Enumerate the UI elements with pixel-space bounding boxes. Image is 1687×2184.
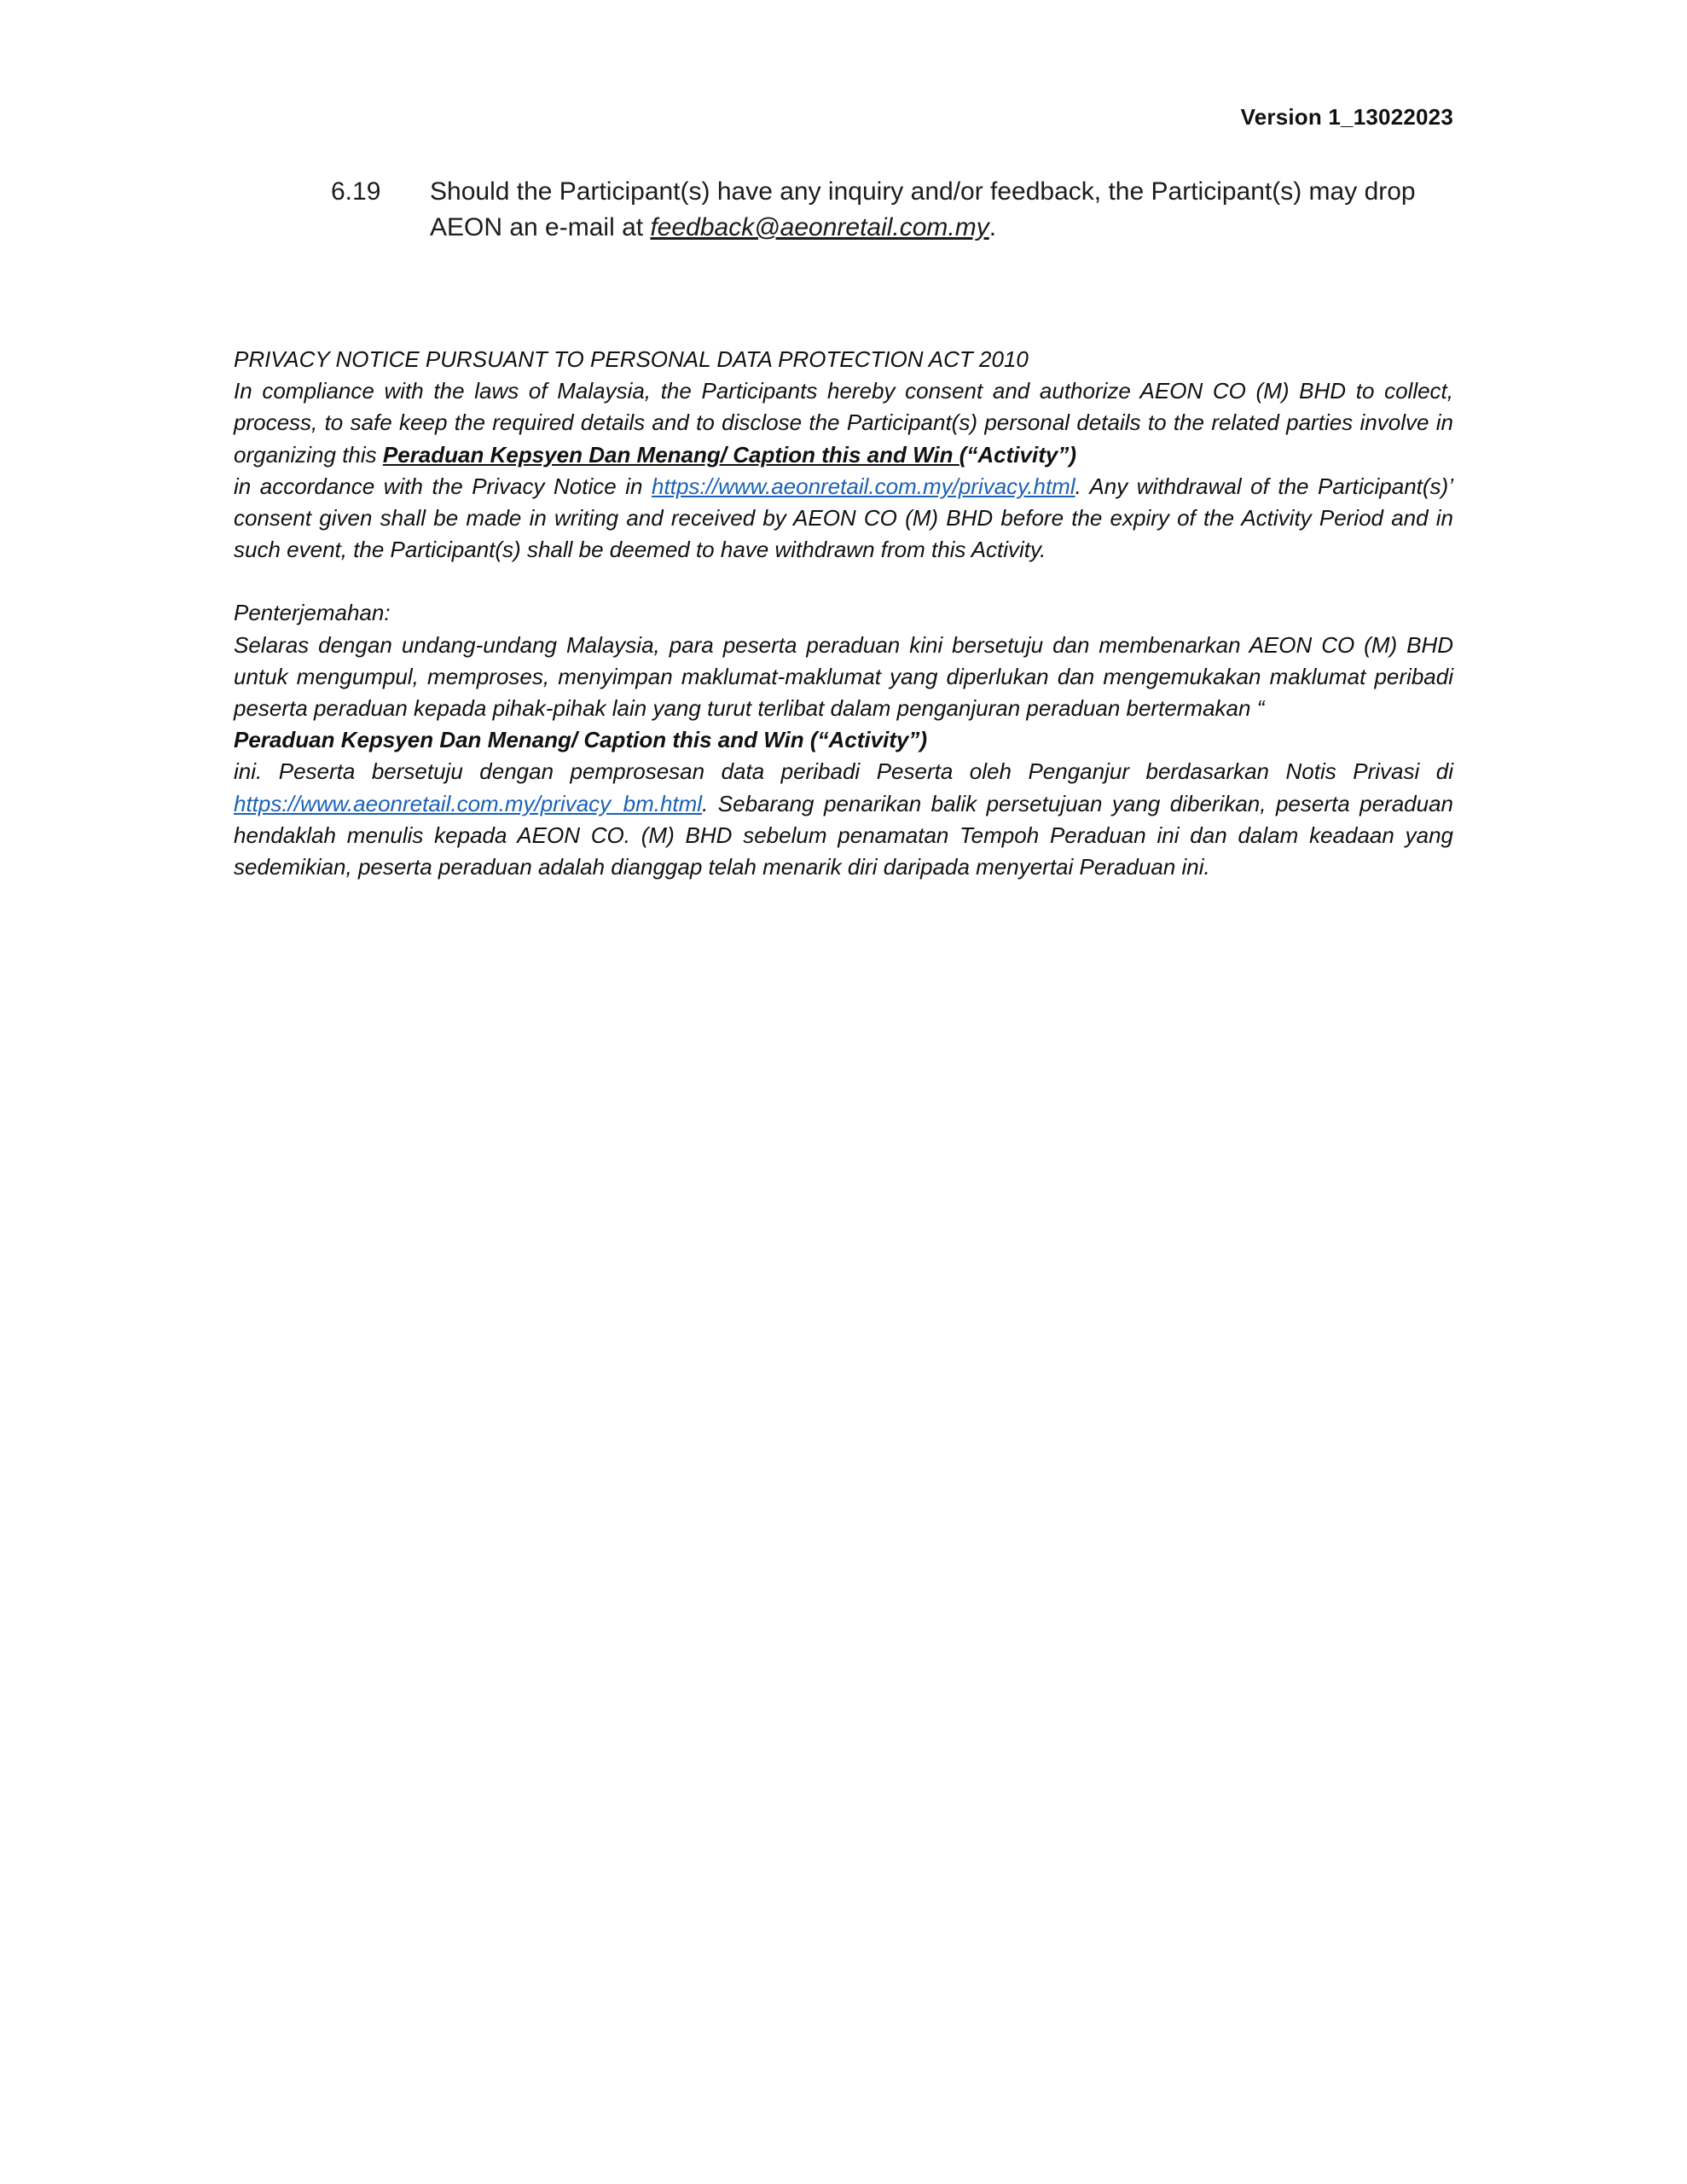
privacy-notice-heading: PRIVACY NOTICE PURSUANT TO PERSONAL DATA PROTECTION ACT 2010 bbox=[234, 346, 1029, 372]
activity-name: Peraduan Kepsyen Dan Menang/ Caption this and Win bbox=[382, 441, 959, 468]
clause-text-after: . bbox=[988, 213, 997, 241]
translation-activity-title: Peraduan Kepsyen Dan Menang/ Caption this and Win (“Activity”) bbox=[234, 727, 928, 753]
clause-text-before: Should the Participant(s) have any inquiry and/or feedback, the Participant(s) may drop AEON an e-mail at bbox=[430, 177, 1416, 241]
translation-text-1: Selaras dengan undang-undang Malaysia, para peserta peraduan kini bersetuju dan membenarkan AEON CO (M) BHD untuk mengumpul, memproses, menyimpan maklumat-maklumat yang diperlukan dan mengemukakan maklumat peribadi peserta peraduan kepada pihak-pihak lain yang turut terlibat dalam penganjuran peraduan bertermakan “ bbox=[234, 631, 1453, 722]
privacy-notice-text-3: . Any withdrawal of the Participant(s)’ consent given shall be made in writing and received by AEON CO (M) BHD before the expiry of the Activity Period and in such event, the Participant(s) shall be deemed to have withdrawn from this Activity. bbox=[234, 473, 1453, 563]
clause-text bbox=[430, 174, 1445, 246]
privacy-notice-section bbox=[234, 344, 1453, 883]
translation-paragraph-2 bbox=[234, 756, 1453, 883]
translation-text-2: ini. Peserta bersetuju dengan pemprosesan data peribadi Peserta oleh Penganjur berdasarkan Notis Privasi di bbox=[234, 758, 1453, 785]
privacy-notice-text-1: In compliance with the laws of Malaysia, the Participants hereby consent and authorize AEON CO (M) BHD to collect, process, to safe keep the required details and to disclose the Participant(s) personal details to the related parties involve in organizing this bbox=[234, 378, 1453, 468]
translation-heading: Penterjemahan: bbox=[234, 600, 391, 626]
version-label: Version 1_13022023 bbox=[1240, 104, 1453, 130]
privacy-notice-paragraph bbox=[234, 375, 1453, 471]
clause-6-19 bbox=[331, 174, 1457, 246]
section-spacer bbox=[234, 566, 1453, 597]
translation-text-3: . Sebarang penarikan balik persetujuan yang diberikan, peserta peraduan hendaklah menulis kepada AEON CO. (M) BHD sebelum penamatan Tempoh Peraduan ini dan dalam keadaan yang sedemikian, peserta peraduan adalah dianggap telah menarik diri daripada menyertai Peraduan ini. bbox=[234, 790, 1453, 880]
clause-number: 6.19 bbox=[331, 177, 381, 206]
privacy-notice-paragraph-2 bbox=[234, 471, 1453, 566]
privacy-policy-bm-link[interactable]: https://www.aeonretail.com.my/privacy_bm.html bbox=[234, 790, 703, 816]
feedback-email-link[interactable]: feedback@aeonretail.com.my bbox=[650, 213, 989, 241]
privacy-policy-link[interactable]: https://www.aeonretail.com.my/privacy.html bbox=[652, 473, 1075, 499]
activity-tag: (“Activity”) bbox=[959, 441, 1076, 468]
translation-paragraph bbox=[234, 630, 1453, 725]
privacy-notice-text-2: in accordance with the Privacy Notice in bbox=[234, 473, 652, 499]
